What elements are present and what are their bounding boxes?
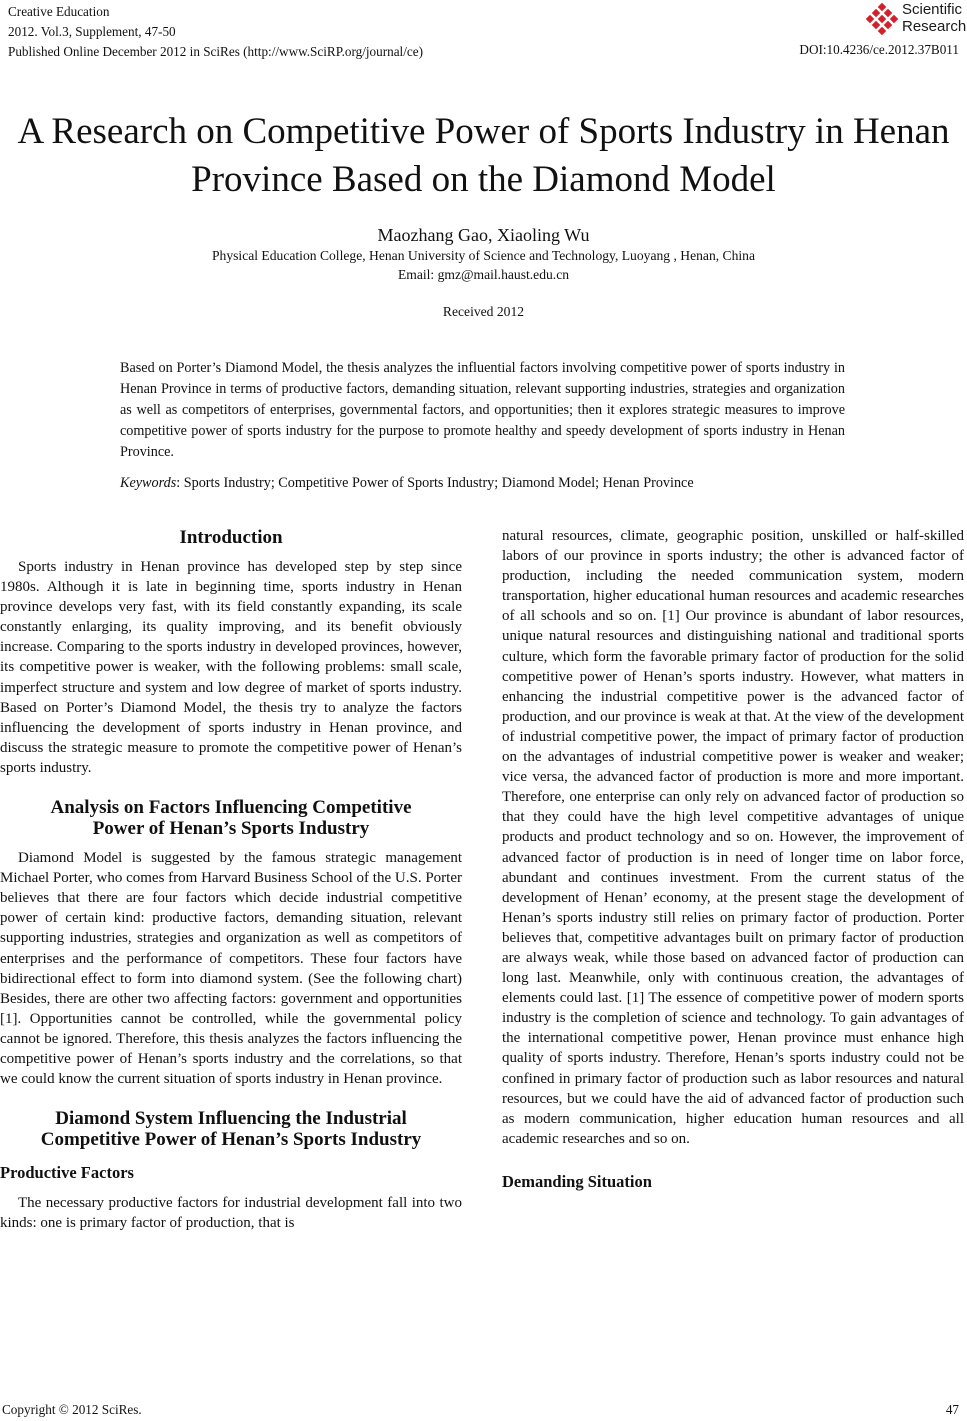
productive-factors-heading: Productive Factors <box>0 1163 134 1183</box>
copyright: Copyright © 2012 SciRes. <box>2 1402 142 1417</box>
publication-info: Published Online December 2012 in SciRes (http://www.SciRP.org/journal/ce) <box>8 44 423 59</box>
title-line-1: A Research on Competitive Power of Sports Industry in Henan <box>17 111 950 152</box>
right-column <box>502 526 964 1192</box>
diamond-heading-line-2: Competitive Power of Henan’s Sports Industry <box>40 1129 422 1151</box>
keywords <box>120 475 845 492</box>
analysis-heading-line-1: Analysis on Factors Influencing Competitive <box>50 797 412 819</box>
journal-volume: 2012. Vol.3, Supplement, 47-50 <box>8 24 176 39</box>
logo-text-line1: Scientific <box>902 1 963 18</box>
analysis-heading <box>0 797 462 839</box>
analysis-paragraph: Diamond Model is suggested by the famous strategic management Michael Porter, who comes from Harvard Business School of the U.S. Porter believes that there are four factors which decide industrial competitive power of certain kind: productive factors, demanding situation, relevant supporting industries, strategies and organization as well as competitors of enterprises and the performance of competitors. These four factors have bidirectional effect to form into diamond system. (See the following chart) Besides, there are other two affecting factors: government and opportunities [1]. Opportunities cannot be controlled, while the governmental policy cannot be ignored. Therefore, this thesis analyzes the factors influencing the competitive power of Henan’s sports industry and the correlations, so that we could know the current situation of sports industry in Henan province. <box>0 850 462 1088</box>
demanding-situation-heading: Demanding Situation <box>502 1171 652 1191</box>
journal-name: Creative Education <box>8 4 110 19</box>
diamond-heading-line-1: Diamond System Influencing the Industrial <box>55 1108 407 1130</box>
introduction-paragraph: Sports industry in Henan province has developed step by step since 1980s. Although it is late in beginning time, sports industry in Henan province develops very fast, with its field constantly expanding, its scale constantly enlarging, its quality improving, and its benefit obviously increase. Comparing to the sports industry in developed provinces, however, its competitive power is weaker, with the following problems: small scale, imperfect structure and system and low degree of market of sports industry. Based on Porter’s Diamond Model, the thesis try to analyze the factors influencing the development of sports industry in Henan province, and discuss the strategic measure to promote the competitive power of Henan’s sports industry. <box>0 559 462 776</box>
received-date: Received 2012 <box>442 304 525 319</box>
email: Email: gmz@mail.haust.edu.cn <box>397 267 570 282</box>
page-number: 47 <box>945 1402 959 1417</box>
affiliation: Physical Education College, Henan University of Science and Technology, Luoyang , Henan, China <box>211 248 756 263</box>
logo-text-line2: Research <box>902 18 967 35</box>
running-header <box>8 2 423 62</box>
doi: DOI:10.4236/ce.2012.37B011 <box>799 42 959 57</box>
diamond-grid-logo-icon <box>864 4 900 34</box>
title-line-2: Province Based on the Diamond Model <box>191 159 776 200</box>
analysis-heading-line-2: Power of Henan’s Sports Industry <box>92 818 370 840</box>
abstract: Based on Porter’s Diamond Model, the thesis analyzes the influential factors involving competitive power of sports industry in Henan Province in terms of productive factors, demanding situation, relevant supporting industries, strategies and organization as well as competitors of enterprises, governmental factors, and opportunities; then it explores strategic measures to improve competitive power of sports industry for the purpose to promote healthy and speedy development of sports industry in Henan Province. <box>120 360 845 460</box>
left-column <box>0 527 462 1233</box>
diamond-system-heading <box>0 1108 462 1150</box>
keywords-label: Keywords <box>120 475 177 491</box>
introduction-heading: Introduction <box>179 527 283 548</box>
authors: Maozhang Gao, Xiaoling Wu <box>377 225 590 245</box>
productive-factors-continued: natural resources, climate, geographic position, unskilled or half-skilled labors of our province in sports industry; the other is advanced factor of production, including the needed communication system, modern transportation, higher educational human resources and academic researches of all schools and so on. [1] Our province is abundant of labor resources, unique natural resources and distinguishing national and traditional sports culture, which form the favorable primary factor of production for the solid competitive power of Henan’s sports industry. However, what matters in enhancing the industrial competitive power is the advanced factor of production, and our province is weak at that. At the view of the development of industrial competitive power, the impact of primary factor of production on the advantages of industrial competitive power is weaker and weaker; vice versa, the advanced factor of production is more and more important. Therefore, one enterprise can only rely on advanced factor of production so that they could have the high level competitive advantages of unique products and product technology and so on. However, the improvement of advanced factor of production is in need of longer time on labor force, abundant and continues investment. From the current status of the development of Henan’ economy, at the present stage the development of Henan’s sports industry still relies on primary factor of production. Porter believes that, competitive advantages built on primary factor of production are always weak, while those based on advanced factor of production can long last. Meanwhile, only with continuous creation, the advantages of elements could last. [1] The essence of competitive power of modern sports industry is the completion of science and technology. To gain advantages of the international competitive power, Henan province must enhance high quality of sports industry. Therefore, Henan’s sports industry could not be confined in primary factor of production such as labor resources and natural resources, but we could have the aid of advanced factor of production such as modern communication, higher education human resources and all academic researches and so on. <box>502 528 964 1147</box>
paper-title <box>0 108 967 204</box>
publisher-logo <box>862 0 967 40</box>
logo-text <box>902 1 966 35</box>
keywords-list: : Sports Industry; Competitive Power of Sports Industry; Diamond Model; Henan Province <box>176 475 694 491</box>
productive-factors-paragraph: The necessary productive factors for industrial development fall into two kinds: one is primary factor of production, that is <box>0 1195 462 1232</box>
